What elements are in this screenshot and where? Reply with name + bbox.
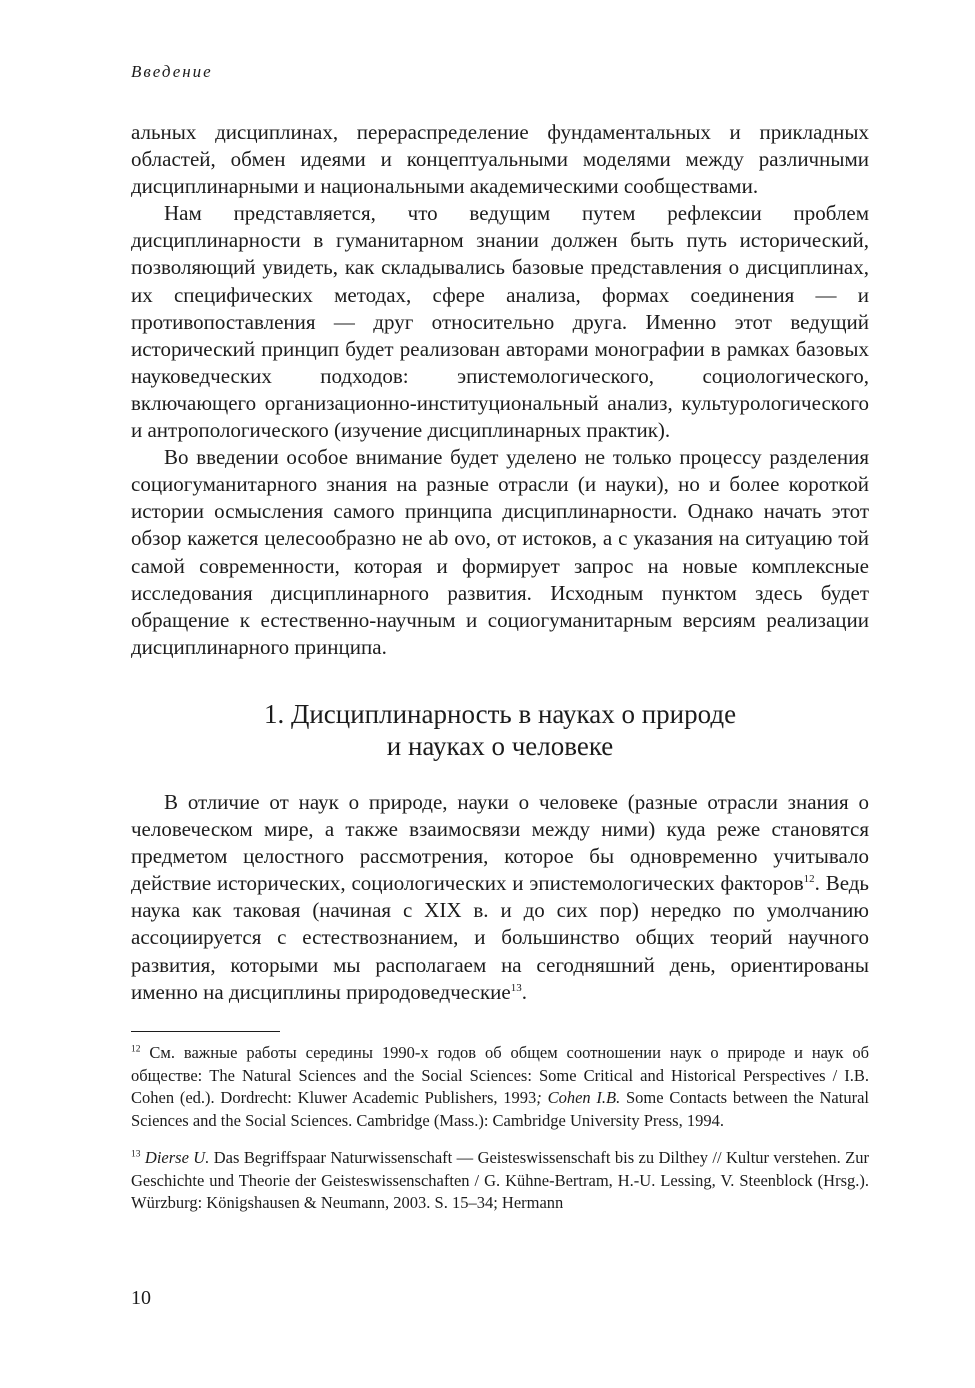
paragraph-text: . Ведь наука как таковая (начиная с XIX в. и до сих пор) нередко по умолчанию ассоциируется с естествознанием, и большинство общих теорий научного развития, которыми мы располагаем на сегодняшний день, ориентированы именно на дисциплины природоведческие [131,871,870,1004]
footnotes [131,1042,869,1215]
paragraph [131,789,869,1006]
footnote-separator: ; [536,1088,542,1108]
paragraph: альных дисциплинах, перераспределение фундаментальных и прикладных областей, обмен идеями и концептуальными моделями между различными дисциплинарными и национальными академическими сообществами. [131,120,869,199]
footnote-number: 13 [131,1149,141,1160]
footnote-text: Das Begriffspaar Naturwissenschaft — Geisteswissenschaft bis zu Dilthey // Kultur verstehen. Zur Geschichte und Theorie der Geisteswissenschaften / G. Kühne-Bertram, H.-U. Lessing, V. Steenblock (Hrsg.). Würzburg: Königshausen & Neumann, 2003. S. 15–34; Hermann [131,1147,870,1213]
paragraph: Нам представляется, что ведущим путем рефлексии проблем дисциплинарности в гуманитарном знании должен быть путь исторический, позволяющий увидеть, как складывались базовые представления о дисциплинах, их специфических методах, сфере анализа, формах соединения — и противопоставления — друг относительно друга. Именно этот ведущий исторический принцип будет реализован авторами монографии в рамках базовых науковедческих подходов: эпистемологического, социологического, включающего организационно-институциональный анализ, культурологического и антропологического (изучение дисциплинарных практик). [131,201,869,443]
footnote-author: Dierse U. [144,1147,210,1167]
footnote-text: См. важные работы середины 1990-х годов об общем соотношении наук о природе и наук об обществе: The Natural Sciences and the Social Sciences: Some Critical and Historical Perspectives / I.B. Cohen (ed.). Dordrecht: Kluwer Academic Publishers, 1993 [131,1043,869,1108]
footnote-author: Cohen I.B. [547,1088,621,1108]
running-head: Введение [131,62,213,81]
page-number: 10 [131,1287,151,1309]
footnote-13 [131,1147,869,1215]
paragraph-text: В отличие от наук о природе, науки о человеке (разные отрасли знания о человеческом мире, а также взаимосвязи между ними) куда реже становятся предметом целостного рассмотрения, которое бы одновременно учитывало действие исторических, социологических и эпистемологических факторов [131,790,869,896]
footnote-number: 12 [131,1044,141,1055]
section-text [131,789,869,1006]
footnote-12 [131,1042,869,1133]
section-heading-line: 1. Дисциплинарность в науках о природе [263,699,737,729]
paragraph-text: . [521,979,527,1004]
footnote-ref[interactable]: 13 [510,981,522,994]
section-heading [131,698,869,762]
footnote-ref[interactable]: 12 [803,873,815,886]
footnote-text: Some Contacts between the Natural Sciences and the Social Sciences. Cambridge (Mass.): Cambridge University Press, 1994. [131,1088,869,1131]
footnote-divider [131,1031,280,1032]
intro-text [131,119,869,661]
paragraph: Во введении особое внимание будет уделено не только процессу разделения социогуманитарного знания на разные отрасли (и науки), но и более короткой истории осмысления самого принципа дисциплинарности. Однако начать этот обзор кажется целесообразно не ab ovo, от истоков, а с указания на ситуацию той самой современности, которая и формирует запрос на новые комплексные исследования дисциплинарного развития. Исходным пунктом здесь будет обращение к естественно-научным и социогуманитарным версиям реализации дисциплинарного принципа. [131,445,869,659]
section-heading-line: и науках о человеке [386,731,614,761]
